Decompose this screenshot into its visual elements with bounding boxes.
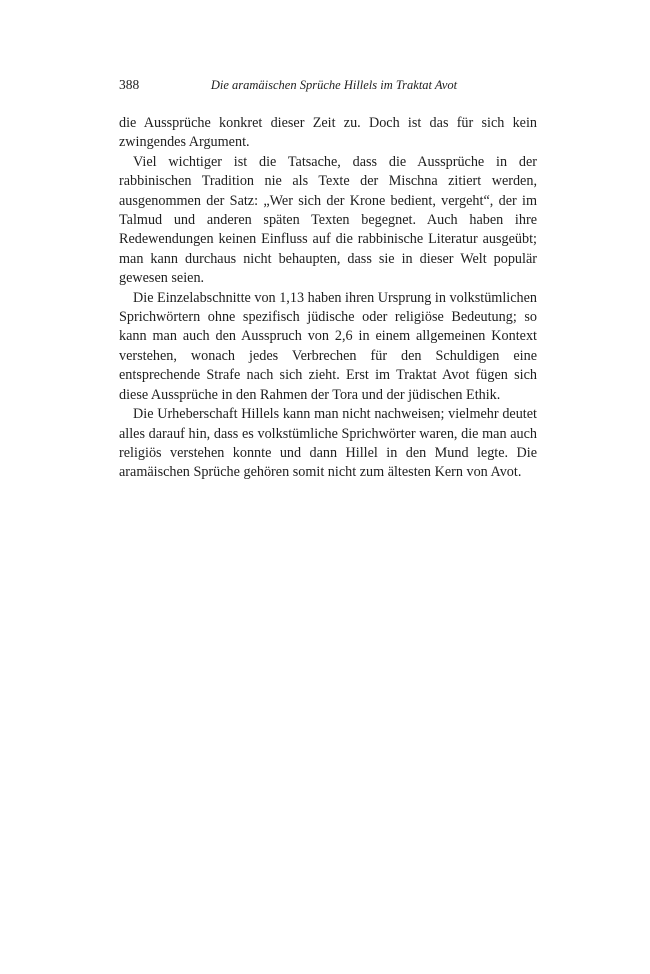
- body-text: [119, 114, 537, 483]
- page-number: 388: [119, 77, 140, 92]
- paragraph-continuation: die Aussprüche konkret dieser Zeit zu. Doch ist das für sich kein zwingendes Argument.: [119, 115, 537, 151]
- paragraph-rabbinic-tradition: Viel wichtiger ist die Tatsache, dass die Aussprüche in der rabbinischen Tradition nie als Texte der Mischna zitiert werden, ausgenommen der Satz: „Wer sich der Krone bedient, vergeht“, der im Talmud und anderen späten Texten begegnet. Auch haben ihre Redewendungen keinen Einfluss auf die rabbinische Literatur ausgeübt; man kann durchaus nicht behaupten, dass sie in dieser Welt populär gewesen seien.: [119, 153, 537, 287]
- running-head: [119, 74, 537, 96]
- paragraph-urheberschaft: Die Urheberschaft Hillels kann man nicht nachweisen; vielmehr deutet alles darauf hin, dass es volkstümliche Sprichwörter waren, die man auch religiös verstehen konnte und dann Hillel in den Mund legte. Die aramäischen Sprüche gehören somit nicht zum ältesten Kern von Avot.: [119, 406, 537, 481]
- paragraph-einzelabschnitte: Die Einzelabschnitte von 1,13 haben ihren Ursprung in volkstümlichen Sprichwörtern ohne spezifisch jüdische oder religiöse Bedeutung; so kann man auch den Ausspruch von 2,6 in einem allgemeinen Kontext verstehen, wonach jedes Verbrechen für den Schuldigen eine entsprechende Strafe nach sich zieht. Erst im Traktat Avot fügen sich diese Aussprüche in den Rahmen der Tora und der jüdischen Ethik.: [119, 289, 537, 403]
- book-page: [119, 74, 537, 483]
- running-title: Die aramäischen Sprüche Hillels im Traktat Avot: [210, 78, 458, 92]
